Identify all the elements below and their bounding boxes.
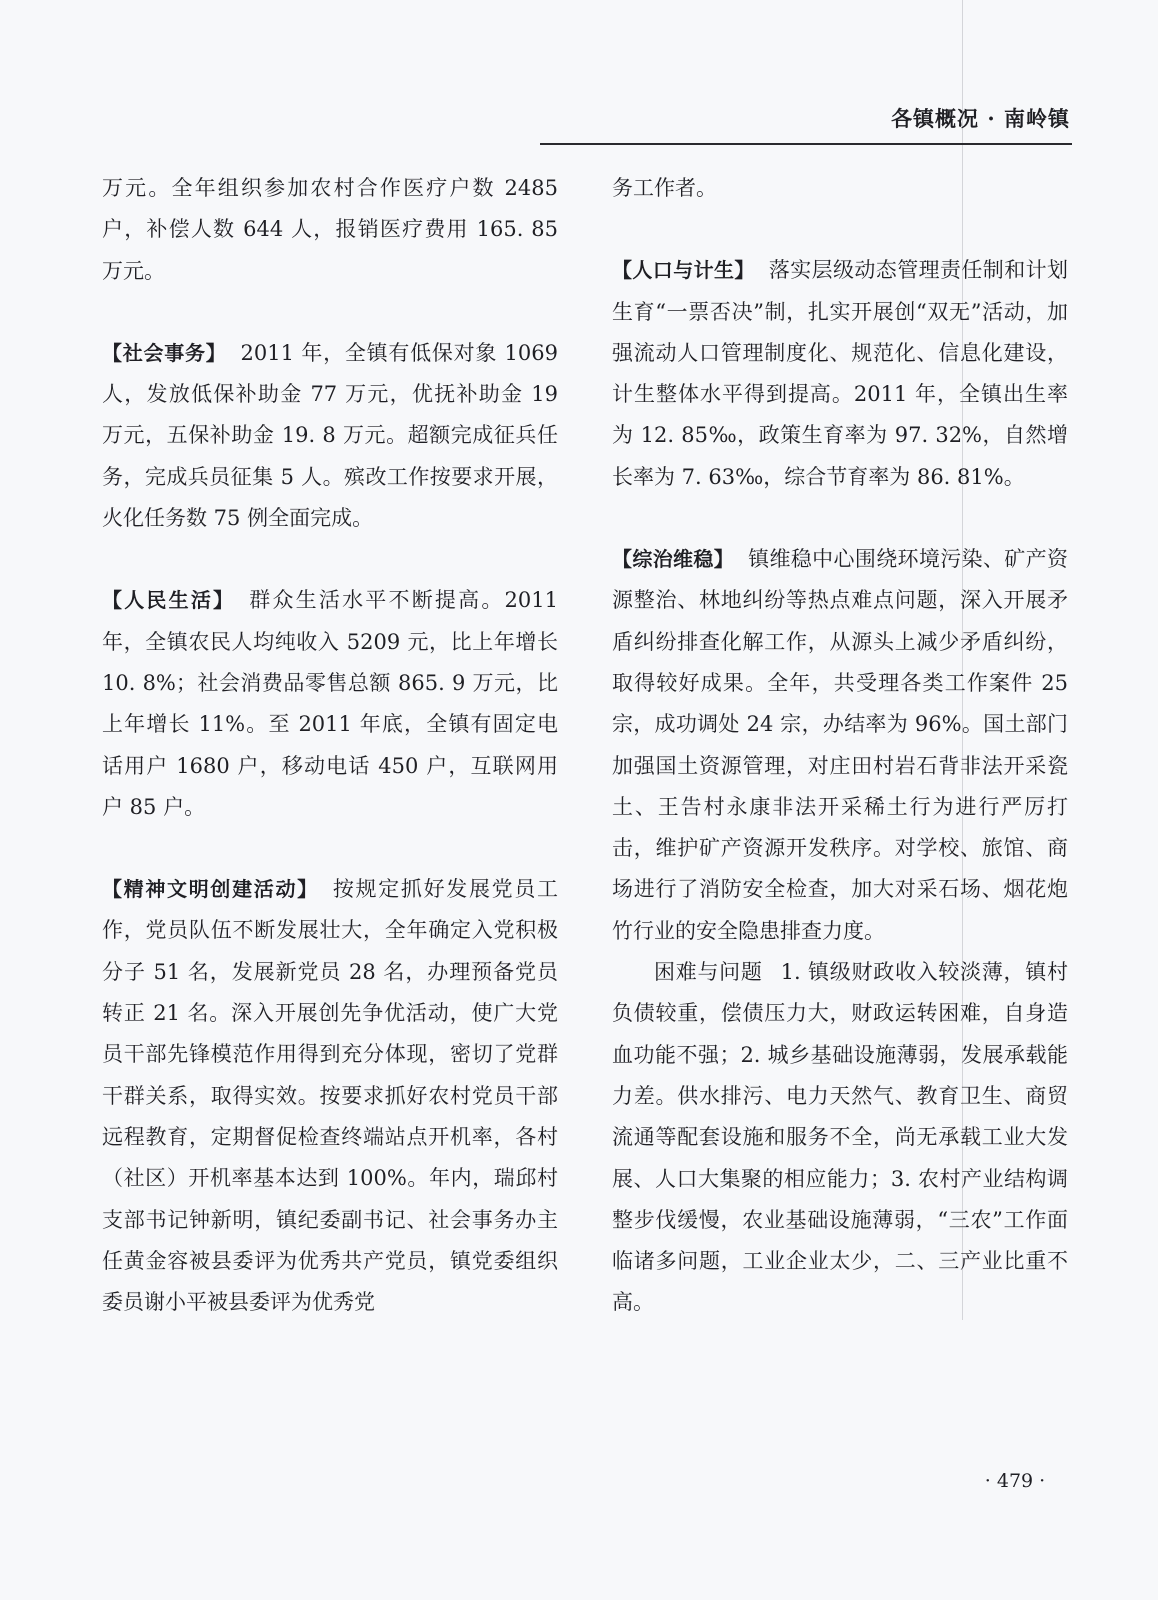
paragraph-civilization: [102, 869, 558, 1323]
paragraph-social-affairs: [102, 333, 558, 539]
paragraph-continuation: [612, 168, 1068, 209]
header-rule: [540, 143, 1072, 145]
running-header: 各镇概况 · 南岭镇: [891, 106, 1070, 131]
paragraph-text: 群众生活水平不断提高。2011 年，全镇农民人均纯收入 5209 元，比上年增长 10. 8%；社会消费品零售总额 865. 9 万元，比上年增长 11%。至 2011 年底，全镇有固定电话用户 1680 户，移动电话 450 户，互联网用户 85 户。: [102, 588, 559, 819]
paragraph-text: 落实层级动态管理责任制和计划生育“一票否决”制，扎实开展创“双无”活动，加强流动人口管理制度化、规范化、信息化建设，计生整体水平得到提高。2011 年，全镇出生率为 12. 85‰，政策生育率为 97. 32%，自然增长率为 7. 63‰，综合节育率为 86. 81%。: [612, 258, 1069, 489]
page-number: · 479 ·: [984, 1470, 1046, 1492]
left-column: [102, 168, 558, 1323]
section-heading: 【精神文明创建活动】: [102, 877, 319, 902]
paragraph-text: 镇维稳中心围绕环境污染、矿产资源整治、林地纠纷等热点难点问题，深入开展矛盾纠纷排查化解工作，从源头上减少矛盾纠纷，取得较好成果。全年，共受理各类工作案件 25 宗，成功调处 24 宗，办结率为 96%。国土部门加强国土资源管理，对庄田村岩石背非法开采瓷土、王告村永康非法开采稀土行为进行严厉打击，维护矿产资源开发秩序。对学校、旅馆、商场进行了消防安全检查，加大对采石场、烟花炮竹行业的安全隐患排查力度。: [612, 547, 1069, 943]
paragraph-text: 万元。全年组织参加农村合作医疗户数 2485 户，补偿人数 644 人，报销医疗费用 165. 85 万元。: [102, 176, 558, 283]
section-heading-plain: 困难与问题: [654, 960, 763, 985]
paragraph-peoples-life: [102, 580, 558, 828]
paragraph-population: [612, 250, 1068, 498]
paragraph-medical-insurance: [102, 168, 558, 292]
paragraph-text: 务工作者。: [612, 176, 717, 200]
section-heading: 【人口与计生】: [612, 258, 755, 283]
paragraph-text: 2011 年，全镇有低保对象 1069 人，发放低保补助金 77 万元，优抚补助金 19 万元，五保补助金 19. 8 万元。超额完成征兵任务，完成兵员征集 5 人。殡改工作按要求开展，火化任务数 75 例全面完成。: [102, 340, 558, 531]
section-heading: 【综治维稳】: [612, 547, 735, 572]
right-column: [612, 168, 1068, 1324]
section-heading: 【社会事务】: [102, 340, 227, 365]
paragraph-text: 1. 镇级财政收入较淡薄，镇村负债较重，偿债压力大，财政运转困难，自身造血功能不强；2. 城乡基础设施薄弱，发展承载能力差。供水排污、电力天然气、教育卫生、商贸流通等配套设施和服务不全，尚无承载工业大发展、人口大集聚的相应能力；3. 农村产业结构调整步伐缓慢，农业基础设施薄弱，“三农”工作面临诸多问题，工业企业太少，二、三产业比重不高。: [612, 960, 1069, 1315]
paragraph-text: 按规定抓好发展党员工作，党员队伍不断发展壮大，全年确定入党积极分子 51 名，发展新党员 28 名，办理预备党员转正 21 名。深入开展创先争优活动，使广大党员干部先锋模范作用得到充分体现，密切了党群干群关系，取得实效。按要求抓好农村党员干部远程教育，定期督促检查终端站点开机率，各村（社区）开机率基本达到 100%。年内，瑞邱村支部书记钟新明，镇纪委副书记、社会事务办主任黄金容被县委评为优秀共产党员，镇党委组织委员谢小平被县委评为优秀党: [102, 877, 559, 1315]
paragraph-stability: [612, 539, 1068, 952]
section-heading: 【人民生活】: [102, 588, 236, 613]
paragraph-difficulties: [612, 952, 1068, 1324]
